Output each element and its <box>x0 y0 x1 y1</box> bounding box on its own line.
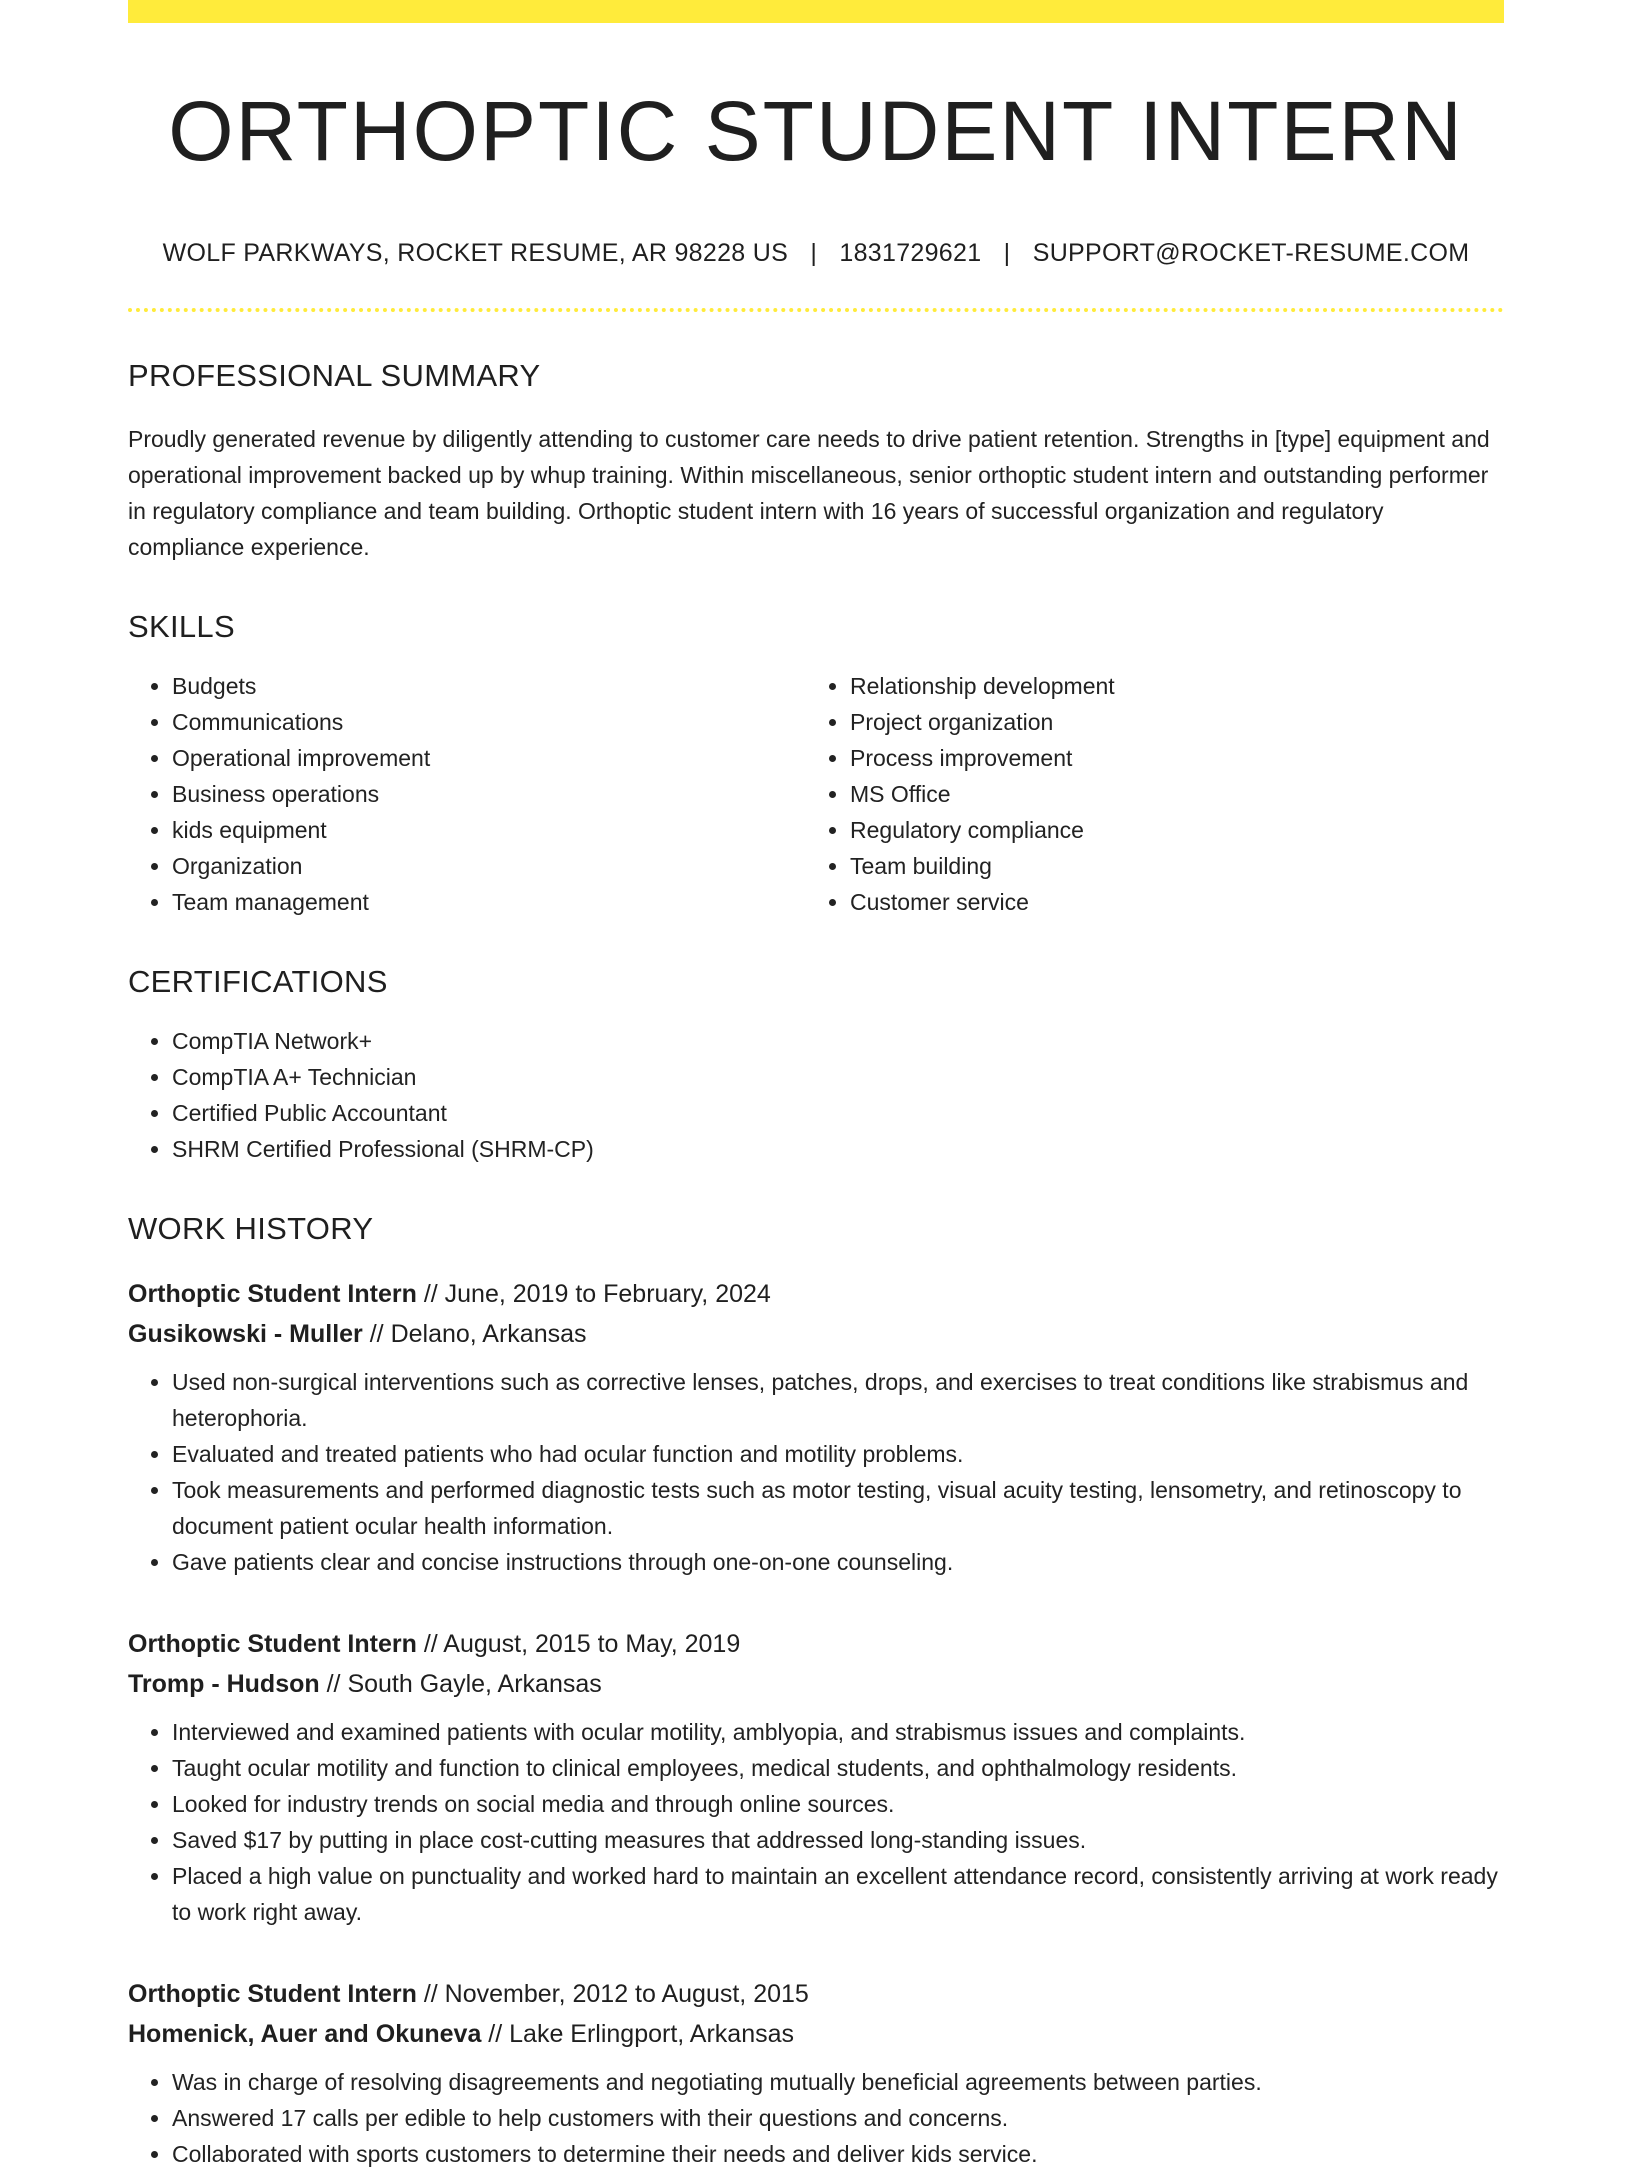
skills-column-right <box>806 668 1484 920</box>
job-bullet: • Took measurements and performed diagnostic tests such as motor testing, visual acuity testing, lensometry, and retinoscopy to document patient ocular health information. <box>172 1472 1504 1544</box>
skill-item: • Relationship development <box>850 668 1484 704</box>
resume-page <box>128 0 1504 2172</box>
skill-item: • Customer service <box>850 884 1484 920</box>
top-accent-bar <box>128 0 1504 23</box>
skill-item: • Team building <box>850 848 1484 884</box>
job-title: Orthoptic Student Intern <box>128 1280 417 1308</box>
contact-line <box>128 239 1504 268</box>
certifications-list <box>128 1023 1504 1167</box>
job-title-line <box>128 1624 1504 1664</box>
skill-item: • Team management <box>172 884 806 920</box>
job-bullet: • Was in charge of resolving disagreements and negotiating mutually beneficial agreements between parties. <box>172 2064 1504 2100</box>
job-bullets <box>128 2064 1504 2172</box>
job-bullet: • Answered 17 calls per edible to help customers with their questions and concerns. <box>172 2100 1504 2136</box>
job-title: Orthoptic Student Intern <box>128 1980 417 2008</box>
certification-item: • CompTIA Network+ <box>172 1023 1504 1059</box>
job-bullet: • Taught ocular motility and function to clinical employees, medical students, and ophthalmology residents. <box>172 1750 1504 1786</box>
job-bullet: • Gave patients clear and concise instructions through one-on-one counseling. <box>172 1544 1504 1580</box>
job-title-line <box>128 1274 1504 1314</box>
job-company: Gusikowski - Muller <box>128 1320 363 1348</box>
certification-item: • SHRM Certified Professional (SHRM-CP) <box>172 1131 1504 1167</box>
skill-item: • Process improvement <box>850 740 1484 776</box>
skill-item: • Project organization <box>850 704 1484 740</box>
skill-item: • Organization <box>172 848 806 884</box>
job-company-line <box>128 1314 1504 1354</box>
skill-item: • MS Office <box>850 776 1484 812</box>
page-title: ORTHOPTIC STUDENT INTERN <box>168 84 1464 178</box>
job-company-line <box>128 1664 1504 1704</box>
job-title-line <box>128 1974 1504 2014</box>
skill-item: • Budgets <box>172 668 806 704</box>
contact-separator: | <box>810 239 818 267</box>
certification-item: • Certified Public Accountant <box>172 1095 1504 1131</box>
job-bullet: • Interviewed and examined patients with ocular motility, amblyopia, and strabismus issues and complaints. <box>172 1714 1504 1750</box>
job-bullet: • Used non-surgical interventions such as corrective lenses, patches, drops, and exercises to treat conditions like strabismus and heterophoria. <box>172 1364 1504 1436</box>
job-dates: // August, 2015 to May, 2019 <box>416 1630 741 1658</box>
work-history-heading: WORK HISTORY <box>128 1211 374 1246</box>
skills-column-left <box>128 668 806 920</box>
job-title: Orthoptic Student Intern <box>128 1630 417 1658</box>
certifications-heading: CERTIFICATIONS <box>128 964 388 999</box>
contact-separator: | <box>1003 239 1011 267</box>
certification-item: • CompTIA A+ Technician <box>172 1059 1504 1095</box>
job-company-line <box>128 2014 1504 2054</box>
job-bullets <box>128 1714 1504 1930</box>
contact-address: WOLF PARKWAYS, ROCKET RESUME, AR 98228 US <box>162 239 789 267</box>
contact-email[interactable]: SUPPORT@ROCKET-RESUME.COM <box>1032 239 1470 267</box>
job-entry <box>128 1624 1504 1930</box>
skill-item: • Regulatory compliance <box>850 812 1484 848</box>
skill-item: • Communications <box>172 704 806 740</box>
job-bullet: • Evaluated and treated patients who had ocular function and motility problems. <box>172 1436 1504 1472</box>
skill-item: • Business operations <box>172 776 806 812</box>
dotted-divider <box>128 308 1504 312</box>
job-company: Tromp - Hudson <box>128 1670 320 1698</box>
job-bullet: • Looked for industry trends on social media and through online sources. <box>172 1786 1504 1822</box>
job-location: // Lake Erlingport, Arkansas <box>481 2020 795 2048</box>
job-bullet: • Placed a high value on punctuality and worked hard to maintain an excellent attendance record, consistently arriving at work ready to work right away. <box>172 1858 1504 1930</box>
job-bullets <box>128 1364 1504 1580</box>
job-dates: // June, 2019 to February, 2024 <box>416 1280 771 1308</box>
skill-item: • Operational improvement <box>172 740 806 776</box>
job-bullet: • Saved $17 by putting in place cost-cutting measures that addressed long-standing issues. <box>172 1822 1504 1858</box>
job-entry <box>128 1274 1504 1580</box>
job-location: // South Gayle, Arkansas <box>319 1670 602 1698</box>
job-entry <box>128 1974 1504 2172</box>
job-bullet: • Collaborated with sports customers to determine their needs and deliver kids service. <box>172 2136 1504 2172</box>
skills-heading: SKILLS <box>128 609 235 644</box>
job-company: Homenick, Auer and Okuneva <box>128 2020 482 2048</box>
summary-text: Proudly generated revenue by diligently attending to customer care needs to drive patient retention. Strengths in [type] equipment and operational improvement backed up by whup training. Within miscellaneous, senior orthoptic student intern and outstanding performer in regulatory compliance and team building. Orthoptic student intern with 16 years of successful organization and regulatory compliance experience. <box>128 426 1490 560</box>
summary-heading: PROFESSIONAL SUMMARY <box>128 358 541 393</box>
skills-list <box>128 668 1504 920</box>
job-location: // Delano, Arkansas <box>362 1320 587 1348</box>
contact-phone: 1831729621 <box>839 239 982 267</box>
skill-item: • kids equipment <box>172 812 806 848</box>
job-dates: // November, 2012 to August, 2015 <box>416 1980 809 2008</box>
